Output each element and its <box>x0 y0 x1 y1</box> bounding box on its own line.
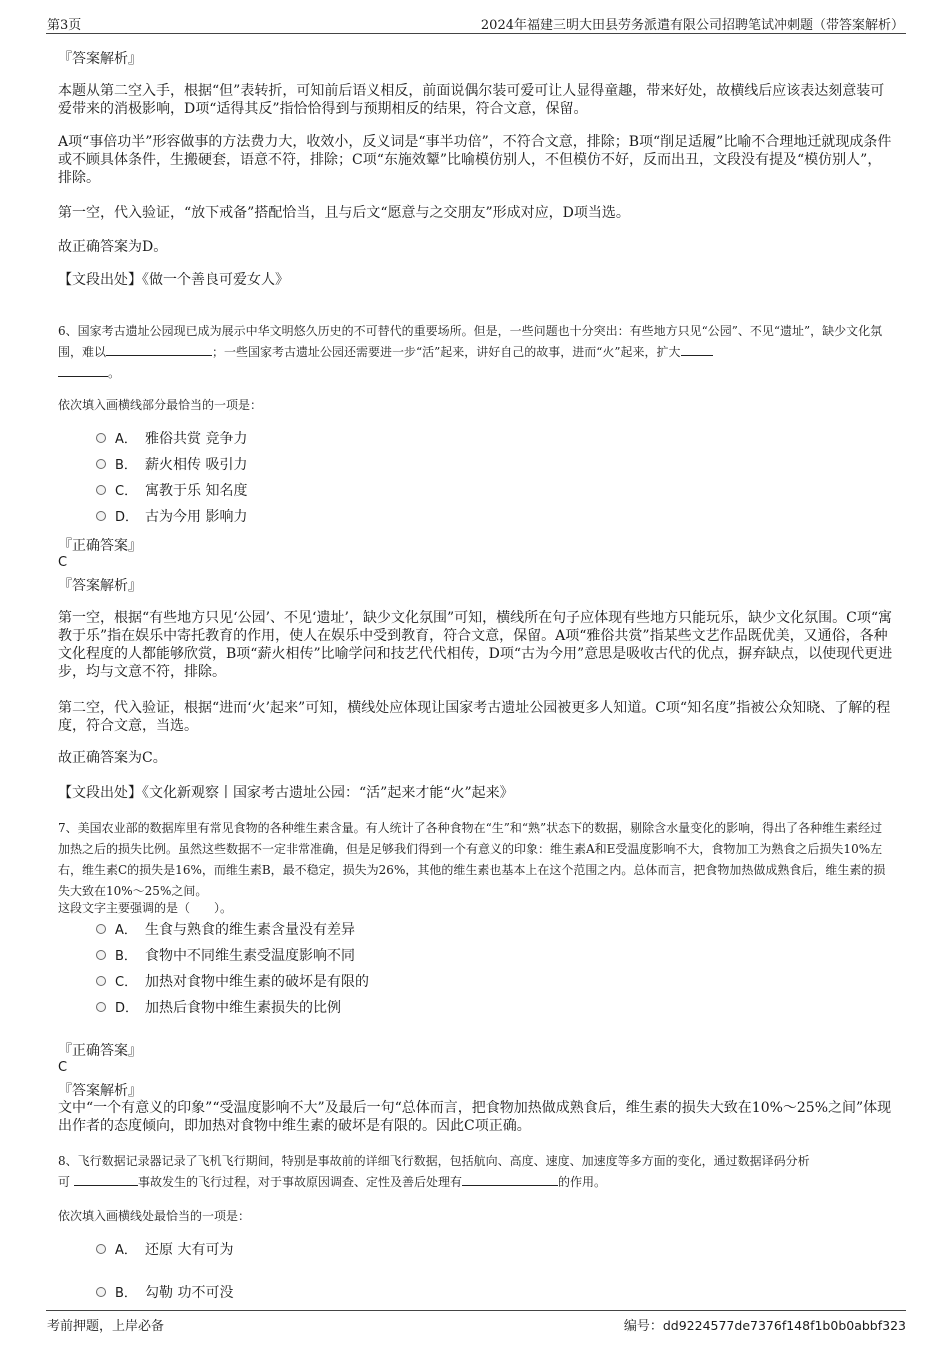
q6-answer-line: 故正确答案为C。 <box>58 750 167 766</box>
option-text: 勾勒 功不可没 <box>145 1285 234 1301</box>
radio-icon[interactable] <box>96 459 106 469</box>
q8-stem <box>58 1151 894 1193</box>
option-letter: B． <box>115 949 137 964</box>
q5-source: 【文段出处】《做一个善良可爱女人》 <box>58 272 289 288</box>
q8-option-a[interactable] <box>96 1240 233 1260</box>
q6-analysis-para2: 第二空，代入验证，根据“进而‘火’起来”可知，横线处应体现让国家考古遗址公园被更多人知道。C项“知名度”指被公众知晓、了解的程度，符合文意，当选。 <box>58 700 891 734</box>
option-text: 雅俗共赏 竞争力 <box>145 431 248 447</box>
q5-analysis-para3: 第一空，代入验证，“放下戒备”搭配恰当，且与后文“愿意与之交朋友”形成对应，D项当选。 <box>58 205 630 221</box>
option-letter: B． <box>115 458 137 473</box>
q8-stem-part4: 的作用。 <box>558 1175 607 1189</box>
q7-correct-label: 『正确答案』 <box>58 1043 142 1059</box>
q6-blank-1[interactable] <box>106 343 212 356</box>
q7-option-c[interactable] <box>96 972 369 992</box>
option-text: 生食与熟食的维生素含量没有差异 <box>145 922 355 938</box>
q5-analysis-label: 『答案解析』 <box>58 51 142 67</box>
option-text: 寓教于乐 知名度 <box>145 483 248 499</box>
radio-icon[interactable] <box>96 511 106 521</box>
footer-code-label: 编号： <box>623 1319 663 1334</box>
q6-option-b[interactable] <box>96 455 247 475</box>
radio-icon[interactable] <box>96 433 106 443</box>
radio-icon[interactable] <box>96 976 106 986</box>
radio-icon[interactable] <box>96 950 106 960</box>
radio-icon[interactable] <box>96 1244 106 1254</box>
option-letter: D． <box>115 510 139 525</box>
q8-blank-1[interactable] <box>74 1173 138 1186</box>
q5-answer-line: 故正确答案为D。 <box>58 239 168 255</box>
option-letter: A． <box>115 1243 137 1258</box>
option-text: 薪火相传 吸引力 <box>145 457 248 473</box>
q6-prompt: 依次填入画横线部分最恰当的一项是： <box>58 398 263 412</box>
q7-correct-answer: C <box>58 1060 68 1075</box>
q6-blank-2a[interactable] <box>681 343 713 356</box>
q7-prompt: 这段文字主要强调的是（ ）。 <box>58 901 233 915</box>
q8-stem-part3: 事故发生的飞行过程，对于事故原因调查、定性及善后处理有 <box>138 1175 463 1189</box>
q6-analysis-para1: 第一空，根据“有些地方只见‘公园’、不见‘遗址’，缺少文化氛围”可知，横线所在句子应体现有些地方只能玩乐，缺少文化氛围。C项“寓教于乐”指在娱乐中寄托教育的作用，使人在娱乐中受到教育，符合文意，保留。A项“雅俗共赏”指某些文艺作品既优美，又通俗，各种文化程度的人都能够欣赏，B项“薪火相传”比喻学问和技艺代代相传，D项“古为今用”意思是吸收古代的优点，摒弃缺点，以使现代更进步，均与文意不符，排除。 <box>58 610 893 680</box>
q6-source: 【文段出处】《文化新观察丨国家考古遗址公园：“活”起来才能“火”起来》 <box>58 785 514 801</box>
footer-code-value: dd9224577de7376f148f1b0b0abbf323 <box>662 1318 906 1333</box>
q8-blank-2[interactable] <box>462 1173 558 1186</box>
option-text: 食物中不同维生素受温度影响不同 <box>145 948 355 964</box>
q6-stem-part2: 址”，缺少文化氛围，难以 <box>58 324 883 359</box>
q7-analysis-para1: 文中“一个有意义的印象”“受温度影响不大”及最后一句“总体而言，把食物加热做成熟食后，维生素的损失大致在10%～25%之间”体现出作者的态度倾向，即加热对食物中维生素的破坏是有限的。因此C项正确。 <box>58 1100 892 1134</box>
q6-stem-part4: 。 <box>108 366 121 380</box>
option-letter: A． <box>115 432 137 447</box>
q7-option-b[interactable] <box>96 946 355 966</box>
q6-option-d[interactable] <box>96 507 247 527</box>
radio-icon[interactable] <box>96 1002 106 1012</box>
footer-code <box>624 1315 906 1334</box>
q8-prompt: 依次填入画横线处最恰当的一项是： <box>58 1209 251 1223</box>
header-divider <box>46 33 906 34</box>
option-text: 古为今用 影响力 <box>145 509 248 525</box>
q6-analysis-label: 『答案解析』 <box>58 578 142 594</box>
q5-analysis-para2: A项“事倍功半”形容做事的方法费力大，收效小，反义词是“事半功倍”，不符合文意，排除；B项“削足适履”比喻不合理地迁就现成条件或不顾具体条件，生搬硬套，语意不符，排除；C项“东施效颦”比喻模仿别人，不但模仿不好，反而出丑，文段没有提及“模仿别人”，排除。 <box>58 134 892 186</box>
option-letter: B． <box>115 1286 137 1301</box>
option-letter: C． <box>115 484 138 499</box>
option-letter: A． <box>115 923 137 938</box>
q6-option-a[interactable] <box>96 429 247 449</box>
radio-icon[interactable] <box>96 485 106 495</box>
q8-option-b[interactable] <box>96 1283 233 1303</box>
option-letter: C． <box>115 975 138 990</box>
q7-analysis-label: 『答案解析』 <box>58 1083 142 1099</box>
q6-stem-part3: ；一些国家考古遗址公园还需要进一步“活”起来，讲好自己的故事，进而“火”起来，扩大 <box>212 345 681 359</box>
page-number: 第3页 <box>47 18 82 33</box>
radio-icon[interactable] <box>96 924 106 934</box>
document-title: 2024年福建三明大田县劳务派遣有限公司招聘笔试冲刺题（带答案解析） <box>480 18 904 33</box>
footer-slogan: 考前押题，上岸必备 <box>47 1319 165 1334</box>
q8-stem-part1: 8、飞行数据记录器记录了飞机飞行期间，特别是事故前的详细飞行数据，包括航向、高度、速度、加速度等多方面的变化，通过数据译码分析 <box>58 1154 810 1168</box>
option-text: 加热后食物中维生素损失的比例 <box>145 1000 341 1016</box>
option-text: 加热对食物中维生素的破坏是有限的 <box>145 974 369 990</box>
q7-option-d[interactable] <box>96 998 341 1018</box>
footer-divider <box>46 1310 906 1311</box>
q8-stem-part2: 可 <box>58 1175 71 1189</box>
q6-stem-part1: 6、国家考古遗址公园现已成为展示中华文明悠久历史的不可替代的重要场所。但是，一些问题也十分突出：有些地方只见“公园”、不见“遗 <box>58 324 793 338</box>
q7-option-a[interactable] <box>96 920 355 940</box>
q6-blank-2b[interactable] <box>58 364 108 377</box>
q7-stem: 7、美国农业部的数据库里有常见食物的各种维生素含量。有人统计了各种食物在“生”和“熟”状态下的数据，剔除含水量变化的影响，得出了各种维生素经过加热之后的损失比例。虽然这些数据不一定非常准确，但是足够我们得到一个有意义的印象：维生素A和E受温度影响不大，食物加工为熟食之后损失10%左右，维生素C的损失是16%，而维生素B，最不稳定，损失为26%，其他的维生素也基本上在这个范围之内。总体而言，把食物加热做成熟食后，维生素的损失大致在10%～25%之间。 <box>58 821 886 898</box>
q6-correct-label: 『正确答案』 <box>58 538 142 554</box>
option-text: 还原 大有可为 <box>145 1242 234 1258</box>
q6-correct-answer: C <box>58 555 68 570</box>
radio-icon[interactable] <box>96 1287 106 1297</box>
option-letter: D． <box>115 1001 139 1016</box>
q6-option-c[interactable] <box>96 481 247 501</box>
q5-analysis-para1: 本题从第二空入手，根据“但”表转折，可知前后语义相反，前面说偶尔装可爱可让人显得童趣，带来好处，故横线后应该表达刻意装可爱带来的消极影响，D项“适得其反”指恰恰得到与预期相反的结果，符合文意，保留。 <box>58 83 885 117</box>
q6-stem <box>58 321 894 384</box>
